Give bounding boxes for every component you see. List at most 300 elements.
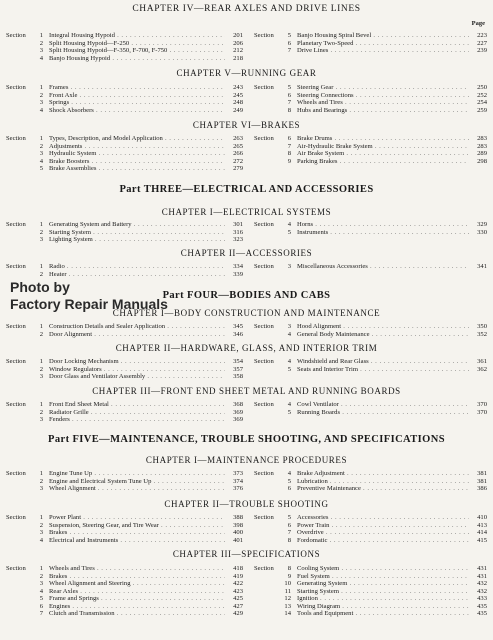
chapter-heading: CHAPTER I—MAINTENANCE PROCEDURES xyxy=(145,455,348,465)
section-label: Section xyxy=(254,470,274,477)
page-number: 201 xyxy=(233,32,243,39)
section-title: Parking Brakes . . . xyxy=(297,158,469,166)
section-number: 5 xyxy=(39,165,43,172)
section-label: Section xyxy=(254,32,274,39)
section-title: Types, Description, and Model Application . . . xyxy=(49,135,225,143)
section-number: 5 xyxy=(287,514,291,521)
page-number: 250 xyxy=(477,84,487,91)
section-title: Wheel Alignment and Steering . . . xyxy=(49,580,225,588)
section-number: 9 xyxy=(287,572,291,580)
section-number: 2 xyxy=(39,91,43,99)
section-number: 2 xyxy=(39,330,43,338)
page-number: 432 xyxy=(477,580,487,587)
section-number: 14 xyxy=(284,610,291,617)
page-number: 361 xyxy=(477,358,487,365)
section-title: Instruments . . . xyxy=(297,229,469,237)
page-number: 358 xyxy=(233,373,243,380)
toc-entry xyxy=(6,478,243,486)
page-number: 398 xyxy=(233,521,243,529)
section-label: Section xyxy=(6,565,26,572)
toc-entry xyxy=(254,522,487,530)
section-title: Tools and Equipment . . . xyxy=(297,610,469,618)
toc-entry xyxy=(254,588,487,596)
page-number: 386 xyxy=(477,485,487,492)
page-number: 341 xyxy=(477,263,487,270)
toc-entry xyxy=(6,580,243,588)
toc-entry xyxy=(254,401,487,409)
page-number: 263 xyxy=(233,135,243,142)
page-number: 266 xyxy=(233,150,243,157)
section-title: Engine and Electrical System Tune Up . . . xyxy=(49,478,225,486)
section-number: 1 xyxy=(39,401,43,408)
section-label: Section xyxy=(254,401,274,408)
section-number: 8 xyxy=(287,536,291,544)
section-label: Section xyxy=(254,84,274,91)
section-title: Construction Details and Sealer Application . . . xyxy=(49,323,225,331)
chapter-heading: CHAPTER II—HARDWARE, GLASS, AND INTERIOR TRIM xyxy=(115,343,378,353)
section-title: Windshield and Rear Glass . . . xyxy=(297,358,469,366)
page-number: 422 xyxy=(233,580,243,587)
section-title: Fordomatic . . . xyxy=(297,537,469,545)
toc-entry xyxy=(254,485,487,493)
page-number: 329 xyxy=(477,221,487,228)
section-title: Generating System and Battery . . . xyxy=(49,221,225,229)
toc-entry xyxy=(6,416,243,424)
section-title: Door Alignment . . . xyxy=(49,331,225,339)
toc-entry xyxy=(6,40,243,48)
section-list-left xyxy=(6,84,243,114)
page-number: 350 xyxy=(477,323,487,330)
section-title: Brakes . . . xyxy=(49,529,225,537)
page-number: 374 xyxy=(233,477,243,485)
toc-entry xyxy=(254,610,487,618)
section-title: Air Brake System . . . xyxy=(297,150,469,158)
section-title: Wheels and Tires . . . xyxy=(49,565,225,573)
page-number: 245 xyxy=(233,91,243,99)
toc-entry xyxy=(6,236,243,244)
page-number: 289 xyxy=(477,150,487,157)
watermark xyxy=(10,279,168,313)
toc-entry xyxy=(6,522,243,530)
section-list-left xyxy=(6,135,243,173)
page-number: 431 xyxy=(477,565,487,572)
part-heading: Part FOUR—BODIES AND CABS xyxy=(162,290,331,301)
section-number: 8 xyxy=(287,150,291,157)
section-number: 6 xyxy=(287,521,291,529)
page-number: 259 xyxy=(477,106,487,114)
section-label: Section xyxy=(6,263,26,270)
page-number: 368 xyxy=(233,401,243,408)
page-number: 376 xyxy=(233,485,243,492)
section-title: Split Housing Hypoid—F-250 . . . xyxy=(49,40,225,48)
page-number: 429 xyxy=(233,610,243,617)
page-number: 330 xyxy=(477,228,487,236)
toc-entry xyxy=(254,135,487,143)
page-number: 254 xyxy=(477,99,487,106)
toc-entry xyxy=(6,263,243,271)
toc-entry xyxy=(6,588,243,596)
section-number: 1 xyxy=(39,135,43,142)
page-number: 323 xyxy=(233,236,243,243)
toc-entry xyxy=(254,107,487,115)
toc-entry xyxy=(254,143,487,151)
toc-entry xyxy=(254,32,487,40)
toc-entry xyxy=(6,271,243,279)
section-number: 2 xyxy=(39,39,43,47)
toc-entry xyxy=(6,165,243,173)
page-number: 283 xyxy=(477,142,487,150)
section-label: Section xyxy=(254,514,274,521)
toc-entry xyxy=(6,135,243,143)
section-title: Banjo Housing Spiral Bevel . . . xyxy=(297,32,469,40)
page-number: 283 xyxy=(477,135,487,142)
section-title: Door Glass and Ventilator Assembly . . . xyxy=(49,373,225,381)
section-number: 9 xyxy=(287,157,291,165)
section-title: Brakes . . . xyxy=(49,573,225,581)
section-number: 3 xyxy=(39,236,43,243)
toc-entry xyxy=(6,221,243,229)
section-number: 1 xyxy=(39,514,43,521)
section-title: Ignition . . . xyxy=(297,595,469,603)
section-title: Miscellaneous Accessories . . . xyxy=(297,263,469,271)
section-list-left xyxy=(6,514,243,544)
section-list-left xyxy=(6,401,243,424)
section-list-left xyxy=(6,32,243,62)
section-title: Lubrication . . . xyxy=(297,478,469,486)
section-title: Cooling System . . . xyxy=(297,565,469,573)
section-number: 6 xyxy=(287,135,291,142)
section-number: 3 xyxy=(287,323,291,330)
toc-entry xyxy=(254,470,487,478)
toc-entry xyxy=(254,565,487,573)
section-list-right xyxy=(254,135,487,165)
section-title: Hubs and Bearings . . . xyxy=(297,107,469,115)
section-title: Generating System . . . xyxy=(297,580,469,588)
section-number: 5 xyxy=(39,595,43,602)
section-list-right xyxy=(254,565,487,618)
section-number: 2 xyxy=(39,228,43,236)
page-number: 301 xyxy=(233,221,243,228)
page-number: 248 xyxy=(233,99,243,106)
section-label: Section xyxy=(6,84,26,91)
section-number: 12 xyxy=(284,595,291,602)
toc-entry xyxy=(6,610,243,618)
toc-entry xyxy=(254,263,487,271)
toc-entry xyxy=(6,565,243,573)
toc-entry xyxy=(6,366,243,374)
page-number: 279 xyxy=(233,165,243,172)
page-number: 272 xyxy=(233,157,243,165)
section-number: 1 xyxy=(39,358,43,365)
chapter-heading: CHAPTER II—ACCESSORIES xyxy=(180,248,313,258)
toc-entry xyxy=(254,221,487,229)
toc-entry xyxy=(6,573,243,581)
page-number: 419 xyxy=(233,572,243,580)
page-number: 433 xyxy=(477,595,487,602)
section-label: Section xyxy=(254,323,274,330)
section-number: 1 xyxy=(39,221,43,228)
section-label: Section xyxy=(6,135,26,142)
watermark-line-2: Factory Repair Manuals xyxy=(10,296,168,312)
section-title: Suspension, Steering Gear, and Tire Wear . . . xyxy=(49,522,225,530)
section-number: 3 xyxy=(39,580,43,587)
section-list-right xyxy=(254,221,487,236)
toc-entry xyxy=(6,32,243,40)
chapter-heading: CHAPTER V—RUNNING GEAR xyxy=(176,68,317,78)
section-title: Integral Housing Hypoid . . . xyxy=(49,32,225,40)
section-title: Window Regulators . . . xyxy=(49,366,225,374)
section-number: 4 xyxy=(39,54,43,62)
section-title: Shock Absorbers . . . xyxy=(49,107,225,115)
page-number: 370 xyxy=(477,401,487,408)
toc-entry xyxy=(254,580,487,588)
section-title: Power Train . . . xyxy=(297,522,469,530)
section-number: 3 xyxy=(39,529,43,536)
section-title: Preventive Maintenance . . . xyxy=(297,485,469,493)
section-title: Clutch and Transmission . . . xyxy=(49,610,225,618)
section-label: Section xyxy=(254,135,274,142)
section-number: 5 xyxy=(287,408,291,416)
section-list-right xyxy=(254,514,487,544)
section-title: Radiator Grille . . . xyxy=(49,409,225,417)
toc-entry xyxy=(6,373,243,381)
toc-entry xyxy=(254,514,487,522)
section-list-left xyxy=(6,470,243,493)
section-number: 7 xyxy=(287,529,291,536)
page-number: 381 xyxy=(477,477,487,485)
toc-entry xyxy=(6,470,243,478)
section-label: Section xyxy=(6,32,26,39)
toc-entry xyxy=(254,537,487,545)
page-number: 357 xyxy=(233,365,243,373)
toc-entry xyxy=(254,603,487,611)
section-number: 7 xyxy=(287,99,291,106)
page-number: 354 xyxy=(233,358,243,365)
section-title: Drive Lines . . . xyxy=(297,47,469,55)
page-number: 373 xyxy=(233,470,243,477)
toc-entry xyxy=(254,358,487,366)
page-number: 252 xyxy=(477,91,487,99)
toc-entry xyxy=(254,573,487,581)
section-number: 5 xyxy=(287,32,291,39)
section-list-left xyxy=(6,565,243,618)
toc-entry xyxy=(254,47,487,55)
section-number: 2 xyxy=(39,521,43,529)
section-title: Brake Drums . . . xyxy=(297,135,469,143)
toc-entry xyxy=(6,409,243,417)
section-title: Engine Tune Up . . . xyxy=(49,470,225,478)
section-label: Section xyxy=(6,358,26,365)
page-number: 425 xyxy=(233,595,243,602)
toc-entry xyxy=(6,323,243,331)
section-number: 2 xyxy=(39,408,43,416)
section-title: Frame and Springs . . . xyxy=(49,595,225,603)
toc-entry xyxy=(254,529,487,537)
section-title: Planetary Two-Speed . . . xyxy=(297,40,469,48)
section-number: 3 xyxy=(39,416,43,423)
page-number: 206 xyxy=(233,39,243,47)
page-number: 431 xyxy=(477,572,487,580)
toc-entry xyxy=(254,158,487,166)
section-number: 5 xyxy=(287,365,291,373)
toc-entry xyxy=(6,537,243,545)
page-number: 435 xyxy=(477,602,487,610)
section-title: Horns . . . xyxy=(297,221,469,229)
toc-entry xyxy=(6,358,243,366)
section-number: 2 xyxy=(39,270,43,278)
toc-entry xyxy=(6,595,243,603)
page-column-header: Page xyxy=(471,20,485,27)
section-title: Cowl Ventilator . . . xyxy=(297,401,469,409)
part-heading: Part FIVE—MAINTENANCE, TROUBLE SHOOTING, AND SPECIFICATIONS xyxy=(48,434,445,445)
section-number: 8 xyxy=(287,106,291,114)
page-number: 369 xyxy=(233,408,243,416)
section-title: Starting System . . . xyxy=(49,229,225,237)
section-list-right xyxy=(254,84,487,114)
section-list-right xyxy=(254,323,487,338)
section-number: 1 xyxy=(39,263,43,270)
chapter-heading: CHAPTER VI—BRAKES xyxy=(192,120,301,130)
section-number: 8 xyxy=(287,565,291,572)
section-number: 1 xyxy=(39,32,43,39)
section-number: 5 xyxy=(287,477,291,485)
section-title: Split Housing Hypoid—F-350, F-700, F-750 . . . xyxy=(49,47,225,55)
page-number: 410 xyxy=(477,514,487,521)
toc-entry xyxy=(6,55,243,63)
section-number: 4 xyxy=(39,587,43,595)
section-title: Running Boards . . . xyxy=(297,409,469,417)
section-title: Hydraulic System . . . xyxy=(49,150,225,158)
toc-entry xyxy=(6,229,243,237)
section-title: General Body Maintenance . . . xyxy=(297,331,469,339)
toc-entry xyxy=(6,603,243,611)
section-title: Seats and Interior Trim . . . xyxy=(297,366,469,374)
section-label: Section xyxy=(254,221,274,228)
section-label: Section xyxy=(6,514,26,521)
page-number: 413 xyxy=(477,521,487,529)
page-number: 243 xyxy=(233,84,243,91)
section-title: Fuel System . . . xyxy=(297,573,469,581)
section-title: Frames . . . xyxy=(49,84,225,92)
section-number: 4 xyxy=(287,401,291,408)
section-title: Front Axle . . . xyxy=(49,92,225,100)
chapter-heading: CHAPTER IV—REAR AXLES AND DRIVE LINES xyxy=(132,4,361,14)
section-number: 7 xyxy=(287,47,291,54)
section-number: 1 xyxy=(39,84,43,91)
section-title: Air-Hydraulic Brake System . . . xyxy=(297,143,469,151)
section-title: Engines . . . xyxy=(49,603,225,611)
section-number: 7 xyxy=(287,142,291,150)
section-number: 10 xyxy=(284,580,291,587)
chapter-heading: CHAPTER III—FRONT END SHEET METAL AND RUNNING BOARDS xyxy=(92,386,401,396)
section-number: 4 xyxy=(39,106,43,114)
section-number: 13 xyxy=(284,602,291,610)
toc-entry xyxy=(6,84,243,92)
section-label: Section xyxy=(254,358,274,365)
page-number: 346 xyxy=(233,330,243,338)
part-heading: Part THREE—ELECTRICAL AND ACCESSORIES xyxy=(119,184,374,195)
section-number: 2 xyxy=(39,572,43,580)
toc-entry xyxy=(6,107,243,115)
page-number: 414 xyxy=(477,529,487,536)
section-number: 4 xyxy=(287,221,291,228)
section-title: Wiring Diagram . . . xyxy=(297,603,469,611)
section-number: 3 xyxy=(287,263,291,270)
section-list-left xyxy=(6,323,243,338)
page-number: 249 xyxy=(233,106,243,114)
section-title: Banjo Housing Hypoid . . . xyxy=(49,55,225,63)
toc-entry xyxy=(6,158,243,166)
section-label: Section xyxy=(254,263,274,270)
toc-entry xyxy=(6,99,243,107)
section-number: 3 xyxy=(39,373,43,380)
section-number: 4 xyxy=(39,157,43,165)
section-number: 6 xyxy=(287,485,291,492)
page-number: 388 xyxy=(233,514,243,521)
toc-entry xyxy=(254,92,487,100)
section-title: Front End Sheet Metal . . . xyxy=(49,401,225,409)
toc-entry xyxy=(6,514,243,522)
section-number: 3 xyxy=(39,99,43,106)
toc-entry xyxy=(6,331,243,339)
chapter-heading: CHAPTER II—TROUBLE SHOOTING xyxy=(164,499,329,509)
section-title: Power Plant . . . xyxy=(49,514,225,522)
section-title: Steering Connections . . . xyxy=(297,92,469,100)
toc-entry xyxy=(6,150,243,158)
toc-entry xyxy=(254,366,487,374)
page-number: 352 xyxy=(477,330,487,338)
page-number: 401 xyxy=(233,536,243,544)
section-title: Wheel Alignment . . . xyxy=(49,485,225,493)
section-label: Section xyxy=(6,221,26,228)
section-title: Wheels and Tires . . . xyxy=(297,99,469,107)
page-number: 227 xyxy=(477,39,487,47)
toc-entry xyxy=(254,40,487,48)
toc-entry xyxy=(254,409,487,417)
toc-entry xyxy=(254,478,487,486)
page-number: 212 xyxy=(233,47,243,54)
section-number: 1 xyxy=(39,470,43,477)
section-number: 6 xyxy=(287,91,291,99)
toc-entry xyxy=(6,92,243,100)
toc-entry xyxy=(254,595,487,603)
section-title: Brake Boosters . . . xyxy=(49,158,225,166)
section-label: Section xyxy=(6,401,26,408)
page-number: 218 xyxy=(233,54,243,62)
section-title: Brake Adjustment . . . xyxy=(297,470,469,478)
section-title: Rear Axles . . . xyxy=(49,588,225,596)
section-number: 5 xyxy=(287,228,291,236)
watermark-line-1: Photo by xyxy=(10,279,70,295)
section-title: Fenders . . . xyxy=(49,416,225,424)
section-number: 2 xyxy=(39,365,43,373)
section-list-left xyxy=(6,263,243,278)
section-title: Hood Alignment . . . xyxy=(297,323,469,331)
page-number: 223 xyxy=(477,32,487,39)
toc-entry xyxy=(254,150,487,158)
toc-entry xyxy=(6,529,243,537)
section-number: 2 xyxy=(39,142,43,150)
page-number: 362 xyxy=(477,365,487,373)
section-number: 3 xyxy=(39,47,43,54)
page-number: 334 xyxy=(233,263,243,270)
section-title: Starting System . . . xyxy=(297,588,469,596)
section-list-left xyxy=(6,358,243,381)
section-number: 1 xyxy=(39,323,43,330)
toc-entry xyxy=(6,47,243,55)
toc-entry xyxy=(6,401,243,409)
page-number: 345 xyxy=(233,323,243,330)
